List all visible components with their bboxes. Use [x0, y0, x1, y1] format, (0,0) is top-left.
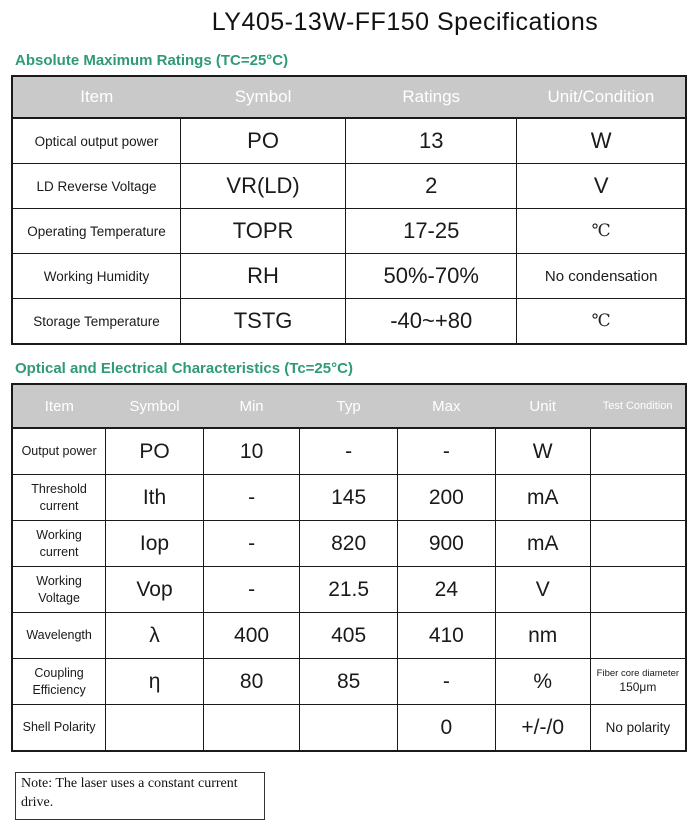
cell-unit: V	[495, 567, 590, 613]
cell-test-condition	[590, 613, 686, 659]
cell-unit: +/-/0	[495, 705, 590, 752]
table-row	[12, 475, 686, 521]
cell-min: -	[203, 475, 299, 521]
cell-symbol: λ	[106, 613, 204, 659]
cell-min: -	[203, 567, 299, 613]
cell-item: LD Reverse Voltage	[12, 164, 181, 209]
cell-max: 0	[397, 705, 495, 752]
cell-symbol: PO	[106, 428, 204, 475]
cell-typ: 820	[300, 521, 398, 567]
cell-test-condition	[590, 567, 686, 613]
cell-item: Threshold current	[12, 475, 106, 521]
table-row	[12, 521, 686, 567]
cell-min: 80	[203, 659, 299, 705]
cell-unit: ℃	[517, 209, 686, 254]
column-header-min: Min	[203, 384, 299, 428]
cell-symbol: RH	[181, 254, 346, 299]
cell-max: 900	[397, 521, 495, 567]
absolute-maximum-ratings-table	[11, 75, 687, 345]
cell-item: Output power	[12, 428, 106, 475]
column-header-symbol: Symbol	[181, 76, 346, 118]
cell-symbol: η	[106, 659, 204, 705]
test-condition-line2: 150μm	[619, 680, 657, 695]
cell-symbol: TSTG	[181, 299, 346, 345]
cell-unit: mA	[495, 521, 590, 567]
cell-ratings: -40~+80	[346, 299, 517, 345]
table-row	[12, 567, 686, 613]
cell-unit: V	[517, 164, 686, 209]
cell-test-condition	[590, 475, 686, 521]
cell-max: 24	[397, 567, 495, 613]
table-row	[12, 428, 686, 475]
cell-symbol: VR(LD)	[181, 164, 346, 209]
column-header-item: Item	[12, 384, 106, 428]
cell-unit: nm	[495, 613, 590, 659]
table-row	[12, 254, 686, 299]
cell-min: 10	[203, 428, 299, 475]
cell-item: Working Humidity	[12, 254, 181, 299]
cell-symbol	[106, 705, 204, 752]
cell-unit: W	[495, 428, 590, 475]
cell-test-condition	[590, 659, 686, 705]
cell-symbol: Iop	[106, 521, 204, 567]
cell-item: Wavelength	[12, 613, 106, 659]
cell-item: Working current	[12, 521, 106, 567]
table-row	[12, 209, 686, 254]
column-header-max: Max	[397, 384, 495, 428]
cell-symbol: TOPR	[181, 209, 346, 254]
cell-min: -	[203, 521, 299, 567]
cell-symbol: PO	[181, 118, 346, 164]
cell-item: Working Voltage	[12, 567, 106, 613]
cell-min	[203, 705, 299, 752]
cell-max: -	[397, 428, 495, 475]
cell-typ: 21.5	[300, 567, 398, 613]
table-row	[12, 118, 686, 164]
table-row	[12, 164, 686, 209]
test-condition-line1: Fiber core diameter	[596, 668, 680, 680]
cell-ratings: 50%-70%	[346, 254, 517, 299]
cell-symbol: Vop	[106, 567, 204, 613]
table-row	[12, 705, 686, 752]
cell-ratings: 2	[346, 164, 517, 209]
cell-typ: 85	[300, 659, 398, 705]
cell-ratings: 17-25	[346, 209, 517, 254]
column-header-test-condition: Test Condition	[590, 384, 686, 428]
cell-item: Shell Polarity	[12, 705, 106, 752]
cell-min: 400	[203, 613, 299, 659]
column-header-ratings: Ratings	[346, 76, 517, 118]
table-row	[12, 299, 686, 345]
cell-test-condition	[590, 428, 686, 475]
cell-unit: mA	[495, 475, 590, 521]
column-header-unit: Unit	[495, 384, 590, 428]
cell-item: Coupling Efficiency	[12, 659, 106, 705]
column-header-typ: Typ	[300, 384, 398, 428]
cell-max: 410	[397, 613, 495, 659]
optical-electrical-characteristics-table	[11, 383, 687, 752]
column-header-item: Item	[12, 76, 181, 118]
section-heading-absolute-maximum-ratings: Absolute Maximum Ratings (TC=25°C)	[15, 52, 289, 69]
cell-typ: 145	[300, 475, 398, 521]
column-header-unit-condition: Unit/Condition	[517, 76, 686, 118]
cell-unit: W	[517, 118, 686, 164]
note-text: Note: The laser uses a constant current drive.	[21, 776, 238, 810]
table-header-row	[12, 384, 686, 428]
note-box	[15, 772, 265, 820]
cell-item: Operating Temperature	[12, 209, 181, 254]
cell-typ	[300, 705, 398, 752]
table-row	[12, 659, 686, 705]
cell-max: 200	[397, 475, 495, 521]
cell-item: Optical output power	[12, 118, 181, 164]
cell-item: Storage Temperature	[12, 299, 181, 345]
cell-unit: %	[495, 659, 590, 705]
cell-unit: ℃	[517, 299, 686, 345]
cell-test-condition: No polarity	[590, 705, 686, 752]
cell-unit: No condensation	[517, 254, 686, 299]
page-title: LY405-13W-FF150 Specifications	[211, 8, 599, 36]
table-header-row	[12, 76, 686, 118]
section-heading-optical-electrical-characteristics: Optical and Electrical Characteristics (Tc=25°C)	[15, 360, 353, 377]
table-row	[12, 613, 686, 659]
cell-typ: 405	[300, 613, 398, 659]
cell-max: -	[397, 659, 495, 705]
column-header-symbol: Symbol	[106, 384, 204, 428]
cell-test-condition	[590, 521, 686, 567]
cell-symbol: Ith	[106, 475, 204, 521]
cell-typ: -	[300, 428, 398, 475]
cell-ratings: 13	[346, 118, 517, 164]
